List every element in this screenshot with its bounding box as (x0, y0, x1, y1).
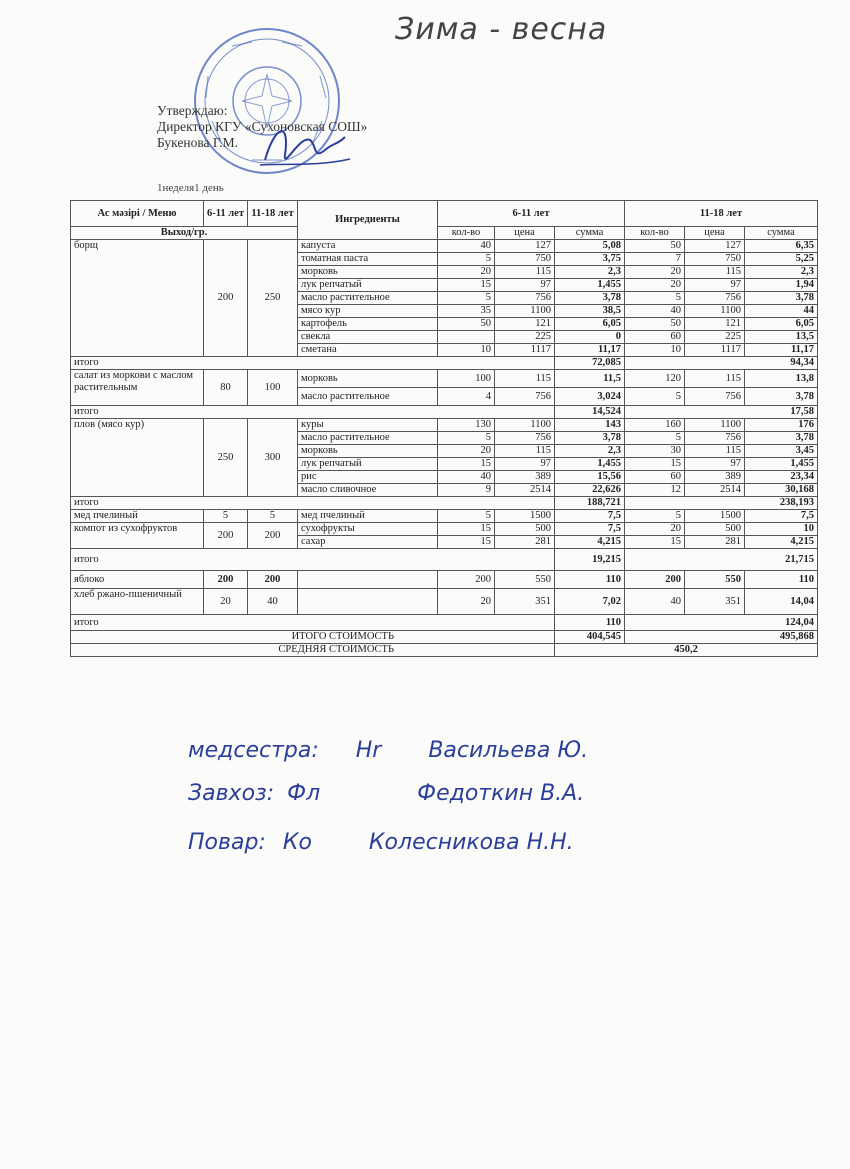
grand-total-row (71, 631, 818, 644)
week-label: 1неделя1 день (157, 182, 224, 194)
header-price: цена (495, 227, 555, 240)
qty-1: 15 (438, 536, 495, 549)
price-2: 500 (685, 523, 745, 536)
sum-1: 2,3 (555, 266, 625, 279)
header-sum: сумма (555, 227, 625, 240)
sum-1: 7,5 (555, 523, 625, 536)
ingredient: лук репчатый (298, 458, 438, 471)
price-2: 1500 (685, 510, 745, 523)
price-2: 281 (685, 536, 745, 549)
header-age-1: 6-11 лет (204, 201, 248, 227)
sum-1: 7,02 (555, 589, 625, 615)
qty-1: 10 (438, 344, 495, 357)
qty-2: 15 (625, 458, 685, 471)
manager-name: Федоткин В.А. (417, 781, 585, 806)
sum-1: 11,17 (555, 344, 625, 357)
ingredient (298, 589, 438, 615)
qty-1: 20 (438, 445, 495, 458)
sum-1: 143 (555, 419, 625, 432)
yield-2: 200 (248, 523, 298, 549)
nurse-signature-line (188, 738, 588, 763)
qty-1: 200 (438, 571, 495, 589)
grand-total-label: ИТОГО СТОИМОСТЬ (71, 631, 555, 644)
sum-1: 2,3 (555, 445, 625, 458)
yield-2: 5 (248, 510, 298, 523)
sum-1: 3,78 (555, 292, 625, 305)
manager-signature-line (188, 781, 584, 806)
sum-1: 15,56 (555, 471, 625, 484)
price-1: 115 (495, 370, 555, 388)
header-age-2: 11-18 лет (248, 201, 298, 227)
price-1: 115 (495, 266, 555, 279)
table-row (71, 510, 818, 523)
total-1: 72,085 (555, 357, 625, 370)
price-1: 550 (495, 571, 555, 589)
qty-2: 20 (625, 266, 685, 279)
sum-2: 44 (745, 305, 818, 318)
director-signature (255, 115, 355, 175)
sum-1: 38,5 (555, 305, 625, 318)
yield-1: 5 (204, 510, 248, 523)
ingredient: лук репчатый (298, 279, 438, 292)
qty-2: 60 (625, 471, 685, 484)
manager-mark: Фл (287, 781, 321, 806)
qty-1: 5 (438, 292, 495, 305)
total-1: 110 (555, 615, 625, 631)
qty-1: 5 (438, 432, 495, 445)
price-1: 281 (495, 536, 555, 549)
qty-2: 200 (625, 571, 685, 589)
qty-2: 40 (625, 589, 685, 615)
approval-line-1: Утверждаю: (157, 103, 228, 118)
price-1: 97 (495, 279, 555, 292)
price-1: 500 (495, 523, 555, 536)
sum-1: 7,5 (555, 510, 625, 523)
qty-2: 5 (625, 388, 685, 406)
dish-name: компот из сухофруктов (71, 523, 204, 549)
price-1: 1500 (495, 510, 555, 523)
sum-1: 1,455 (555, 458, 625, 471)
sum-2: 3,78 (745, 292, 818, 305)
sum-1: 0 (555, 331, 625, 344)
sum-1: 1,455 (555, 279, 625, 292)
price-2: 97 (685, 279, 745, 292)
table-row (71, 370, 818, 388)
price-1: 1100 (495, 419, 555, 432)
price-2: 225 (685, 331, 745, 344)
ingredient: рис (298, 471, 438, 484)
ingredient: масло растительное (298, 432, 438, 445)
sum-2: 13,5 (745, 331, 818, 344)
qty-2: 50 (625, 318, 685, 331)
total-2: 94,34 (625, 357, 818, 370)
sum-2: 1,94 (745, 279, 818, 292)
sum-2: 6,35 (745, 240, 818, 253)
dish-name: яблоко (71, 571, 204, 589)
ingredient: масло сливочное (298, 484, 438, 497)
ingredient: мясо кур (298, 305, 438, 318)
total-row (71, 549, 818, 571)
price-2: 756 (685, 292, 745, 305)
table-row (71, 419, 818, 432)
season-note: Зима - весна (395, 12, 608, 47)
price-1: 351 (495, 589, 555, 615)
qty-2: 12 (625, 484, 685, 497)
ingredient: капуста (298, 240, 438, 253)
sum-2: 6,05 (745, 318, 818, 331)
sum-2: 2,3 (745, 266, 818, 279)
qty-2: 15 (625, 536, 685, 549)
table-row (71, 523, 818, 536)
cook-signature-line (188, 830, 574, 855)
sum-1: 11,5 (555, 370, 625, 388)
average-row (71, 644, 818, 657)
price-2: 550 (685, 571, 745, 589)
yield-1: 200 (204, 523, 248, 549)
sum-2: 176 (745, 419, 818, 432)
price-1: 97 (495, 458, 555, 471)
sum-2: 14,04 (745, 589, 818, 615)
sum-2: 3,78 (745, 388, 818, 406)
grand-total-1: 404,545 (555, 631, 625, 644)
ingredient: сахар (298, 536, 438, 549)
sum-1: 3,75 (555, 253, 625, 266)
nurse-name: Васильева Ю. (428, 738, 589, 763)
total-2: 124,04 (625, 615, 818, 631)
ingredient: сухофрукты (298, 523, 438, 536)
qty-1 (438, 331, 495, 344)
qty-2: 40 (625, 305, 685, 318)
price-1: 1100 (495, 305, 555, 318)
sum-2: 4,215 (745, 536, 818, 549)
dish-name: плов (мясо кур) (71, 419, 204, 497)
qty-1: 50 (438, 318, 495, 331)
qty-1: 15 (438, 523, 495, 536)
yield-1: 20 (204, 589, 248, 615)
qty-1: 40 (438, 471, 495, 484)
qty-2: 160 (625, 419, 685, 432)
sum-1: 22,626 (555, 484, 625, 497)
average-value: 450,2 (555, 644, 818, 657)
total-row (71, 357, 818, 370)
price-2: 1117 (685, 344, 745, 357)
yield-2: 40 (248, 589, 298, 615)
price-2: 1100 (685, 305, 745, 318)
price-1: 750 (495, 253, 555, 266)
qty-2: 10 (625, 344, 685, 357)
nurse-mark: Hr (355, 738, 382, 763)
sum-2: 23,34 (745, 471, 818, 484)
price-2: 389 (685, 471, 745, 484)
price-1: 756 (495, 432, 555, 445)
sum-1: 6,05 (555, 318, 625, 331)
yield-1: 250 (204, 419, 248, 497)
ingredient: морковь (298, 370, 438, 388)
qty-2: 5 (625, 292, 685, 305)
qty-2: 30 (625, 445, 685, 458)
dish-name: салат из моркови с маслом растительным (71, 370, 204, 406)
cook-name: Колесникова Н.Н. (368, 830, 574, 855)
price-2: 750 (685, 253, 745, 266)
header-yield: Выход/гр. (71, 227, 298, 240)
sum-2: 13,8 (745, 370, 818, 388)
qty-2: 5 (625, 510, 685, 523)
price-1: 756 (495, 388, 555, 406)
price-2: 756 (685, 388, 745, 406)
total-label: итого (71, 357, 555, 370)
qty-1: 40 (438, 240, 495, 253)
total-1: 14,524 (555, 406, 625, 419)
price-2: 756 (685, 432, 745, 445)
table-row (71, 240, 818, 253)
price-1: 389 (495, 471, 555, 484)
sum-2: 1,455 (745, 458, 818, 471)
ingredient: куры (298, 419, 438, 432)
price-1: 115 (495, 445, 555, 458)
qty-2: 20 (625, 279, 685, 292)
ingredient: морковь (298, 445, 438, 458)
dish-name: борщ (71, 240, 204, 357)
total-row (71, 406, 818, 419)
price-1: 127 (495, 240, 555, 253)
price-2: 127 (685, 240, 745, 253)
qty-2: 50 (625, 240, 685, 253)
cook-mark: Ко (282, 830, 312, 855)
ingredient: томатная паста (298, 253, 438, 266)
header-menu: Ас мәзірі / Меню (71, 201, 204, 227)
yield-1: 200 (204, 240, 248, 357)
header-price: цена (685, 227, 745, 240)
table-row (71, 571, 818, 589)
table-row (71, 589, 818, 615)
qty-2: 5 (625, 432, 685, 445)
total-label: итого (71, 497, 555, 510)
sum-1: 4,215 (555, 536, 625, 549)
approval-line-3: Букенова Г.М. (157, 135, 238, 150)
total-label: итого (71, 615, 555, 631)
qty-1: 15 (438, 279, 495, 292)
qty-1: 4 (438, 388, 495, 406)
yield-2: 100 (248, 370, 298, 406)
sum-2: 30,168 (745, 484, 818, 497)
nurse-label: медсестра: (188, 738, 319, 763)
qty-2: 7 (625, 253, 685, 266)
sum-1: 3,024 (555, 388, 625, 406)
yield-2: 300 (248, 419, 298, 497)
yield-2: 200 (248, 571, 298, 589)
total-label: итого (71, 549, 555, 571)
qty-2: 120 (625, 370, 685, 388)
dish-name: мед пчелиный (71, 510, 204, 523)
ingredient: масло растительное (298, 388, 438, 406)
header-group-1: 6-11 лет (438, 201, 625, 227)
qty-2: 20 (625, 523, 685, 536)
total-2: 17,58 (625, 406, 818, 419)
sum-2: 10 (745, 523, 818, 536)
sum-2: 110 (745, 571, 818, 589)
price-2: 97 (685, 458, 745, 471)
total-row (71, 615, 818, 631)
price-1: 121 (495, 318, 555, 331)
qty-1: 15 (438, 458, 495, 471)
yield-1: 200 (204, 571, 248, 589)
sum-1: 110 (555, 571, 625, 589)
qty-1: 20 (438, 266, 495, 279)
sum-1: 5,08 (555, 240, 625, 253)
total-row (71, 497, 818, 510)
yield-2: 250 (248, 240, 298, 357)
ingredient: масло растительное (298, 292, 438, 305)
sum-1: 3,78 (555, 432, 625, 445)
qty-2: 60 (625, 331, 685, 344)
qty-1: 9 (438, 484, 495, 497)
ingredient: сметана (298, 344, 438, 357)
qty-1: 100 (438, 370, 495, 388)
header-qty: кол-во (438, 227, 495, 240)
total-1: 188,721 (555, 497, 625, 510)
header-group-2: 11-18 лет (625, 201, 818, 227)
qty-1: 5 (438, 510, 495, 523)
yield-1: 80 (204, 370, 248, 406)
qty-1: 35 (438, 305, 495, 318)
sum-2: 7,5 (745, 510, 818, 523)
total-label: итого (71, 406, 555, 419)
sum-2: 5,25 (745, 253, 818, 266)
menu-table (70, 200, 818, 657)
sum-2: 3,45 (745, 445, 818, 458)
ingredient (298, 571, 438, 589)
price-1: 2514 (495, 484, 555, 497)
price-2: 115 (685, 445, 745, 458)
approval-line-2: Директор КГУ «Сухоновская СОШ» (157, 119, 368, 134)
ingredient: свекла (298, 331, 438, 344)
sum-2: 3,78 (745, 432, 818, 445)
ingredient: морковь (298, 266, 438, 279)
grand-total-2: 495,868 (625, 631, 818, 644)
total-2: 238,193 (625, 497, 818, 510)
ingredient: картофель (298, 318, 438, 331)
price-2: 115 (685, 266, 745, 279)
header-sum: сумма (745, 227, 818, 240)
qty-1: 20 (438, 589, 495, 615)
price-2: 1100 (685, 419, 745, 432)
price-1: 225 (495, 331, 555, 344)
price-2: 351 (685, 589, 745, 615)
price-1: 1117 (495, 344, 555, 357)
header-ingredients: Ингредиенты (298, 201, 438, 240)
total-2: 21,715 (625, 549, 818, 571)
price-1: 756 (495, 292, 555, 305)
price-2: 121 (685, 318, 745, 331)
qty-1: 130 (438, 419, 495, 432)
total-1: 19,215 (555, 549, 625, 571)
sum-2: 11,17 (745, 344, 818, 357)
dish-name: хлеб ржано-пшеничный (71, 589, 204, 615)
manager-label: Завхоз: (188, 781, 275, 806)
header-qty: кол-во (625, 227, 685, 240)
average-label: СРЕДНЯЯ СТОИМОСТЬ (71, 644, 555, 657)
price-2: 2514 (685, 484, 745, 497)
price-2: 115 (685, 370, 745, 388)
ingredient: мед пчелиный (298, 510, 438, 523)
cook-label: Повар: (188, 830, 266, 855)
qty-1: 5 (438, 253, 495, 266)
